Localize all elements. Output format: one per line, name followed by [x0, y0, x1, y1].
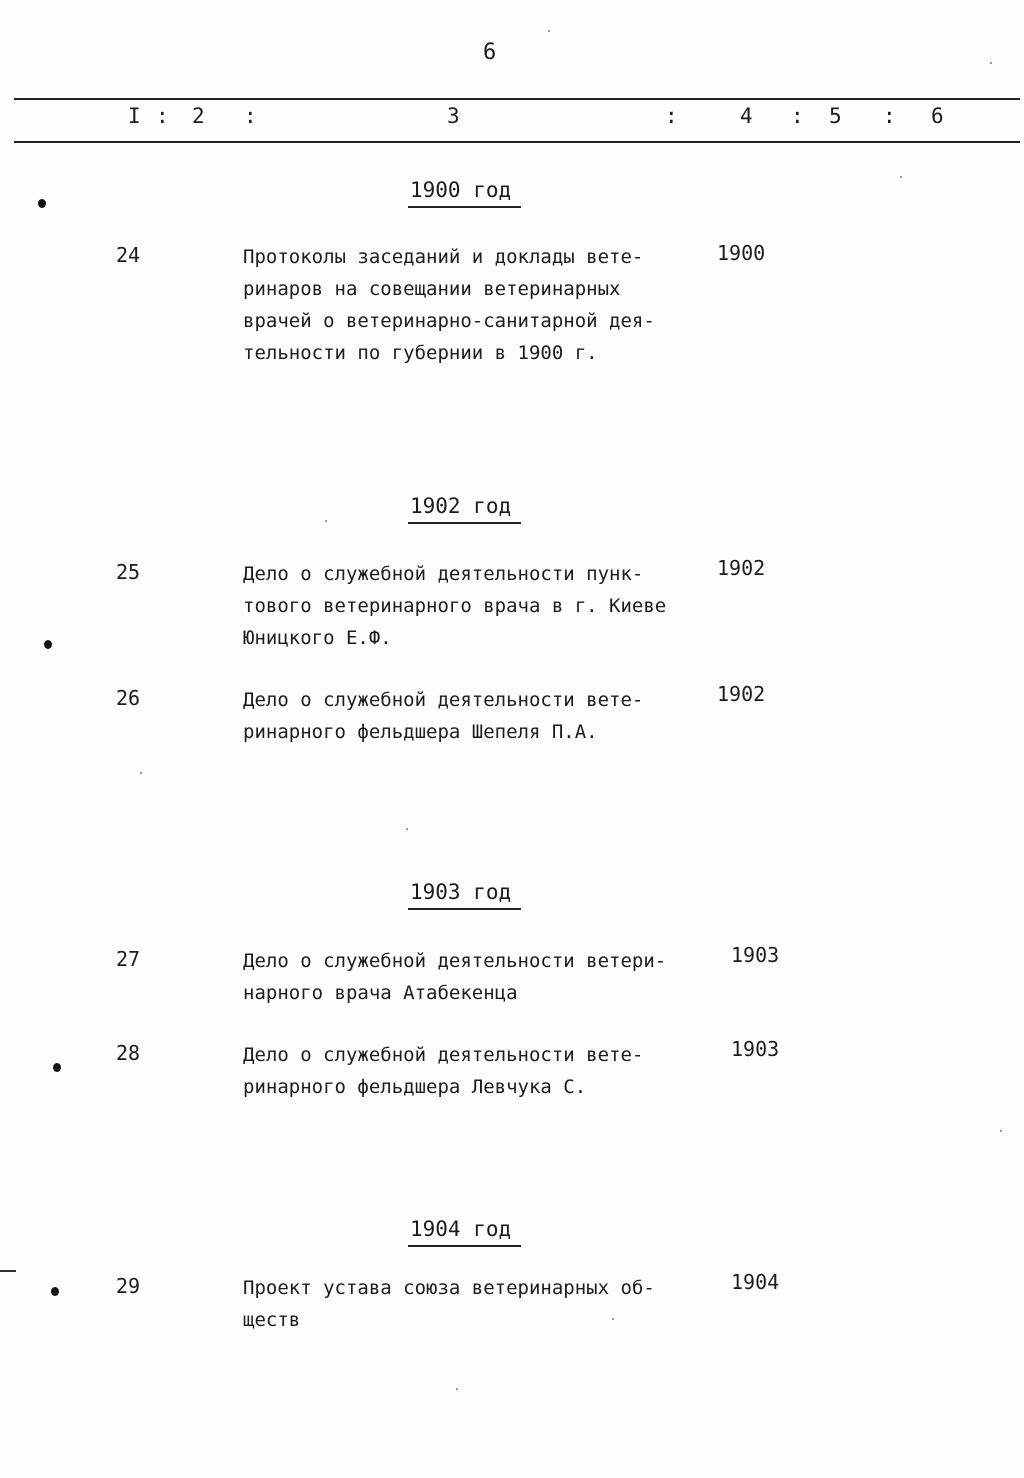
- row-number: 28: [116, 1041, 141, 1065]
- section-title-1903: 1903 год: [408, 880, 521, 910]
- binding-hole-mark: [44, 640, 52, 649]
- scan-speck: [990, 62, 992, 64]
- header-sep: :: [244, 104, 257, 128]
- header-top-rule: [14, 98, 1020, 100]
- section-title-1900: 1900 год: [408, 178, 521, 208]
- row-date: 1900: [717, 241, 766, 265]
- row-date: 1904: [731, 1270, 780, 1294]
- scan-speck: [140, 772, 142, 774]
- scan-speck: [612, 1318, 614, 1320]
- header-sep: :: [883, 104, 896, 128]
- row-number: 26: [116, 686, 141, 710]
- row-date: 1902: [717, 556, 766, 580]
- header-sep: :: [791, 104, 804, 128]
- header-sep: :: [665, 104, 678, 128]
- row-number: 29: [116, 1274, 141, 1298]
- header-col-2: 2: [192, 104, 205, 128]
- header-col-1: I: [128, 104, 141, 128]
- section-title-1904: 1904 год: [408, 1217, 521, 1247]
- scan-speck: [325, 520, 327, 522]
- scan-speck: [548, 30, 550, 32]
- row-number: 27: [116, 947, 141, 971]
- header-bottom-rule: [14, 141, 1020, 143]
- header-col-3: 3: [447, 104, 460, 128]
- header-col-5: 5: [829, 104, 842, 128]
- binding-hole-mark: [38, 199, 46, 208]
- scan-speck: [406, 828, 408, 830]
- row-number: 24: [116, 243, 141, 267]
- binding-hole-mark: [51, 1287, 59, 1296]
- scan-speck: [1000, 1130, 1002, 1132]
- scan-edge-mark: [0, 1270, 16, 1272]
- row-date: 1903: [731, 943, 780, 967]
- scan-speck: [456, 1388, 458, 1390]
- row-description: Дело о служебной деятельности пунк- тового ветеринарного врача в г. Киеве Юницкого Е.Ф.: [243, 563, 667, 649]
- row-description: Протоколы заседаний и доклады вете- ринаров на совещании ветеринарных врачей о ветеринарно-санитарной дея- тельности по губернии в 1900 г.: [243, 246, 655, 364]
- row-description: Дело о служебной деятельности ветери- нарного врача Атабекенца: [243, 950, 667, 1004]
- header-sep: :: [156, 104, 169, 128]
- binding-hole-mark: [53, 1063, 61, 1072]
- row-description: Проект устава союза ветеринарных об- ществ: [243, 1277, 655, 1331]
- row-description: Дело о служебной деятельности вете- ринарного фельдшера Левчука С.: [243, 1044, 644, 1098]
- row-date: 1902: [717, 682, 766, 706]
- page-number: 6: [483, 40, 497, 65]
- row-number: 25: [116, 560, 141, 584]
- header-col-4: 4: [740, 104, 753, 128]
- section-title-1902: 1902 год: [408, 494, 521, 524]
- header-col-6: 6: [931, 104, 944, 128]
- row-date: 1903: [731, 1037, 780, 1061]
- row-description: Дело о служебной деятельности вете- ринарного фельдшера Шепеля П.А.: [243, 689, 644, 743]
- scan-speck: [900, 176, 902, 178]
